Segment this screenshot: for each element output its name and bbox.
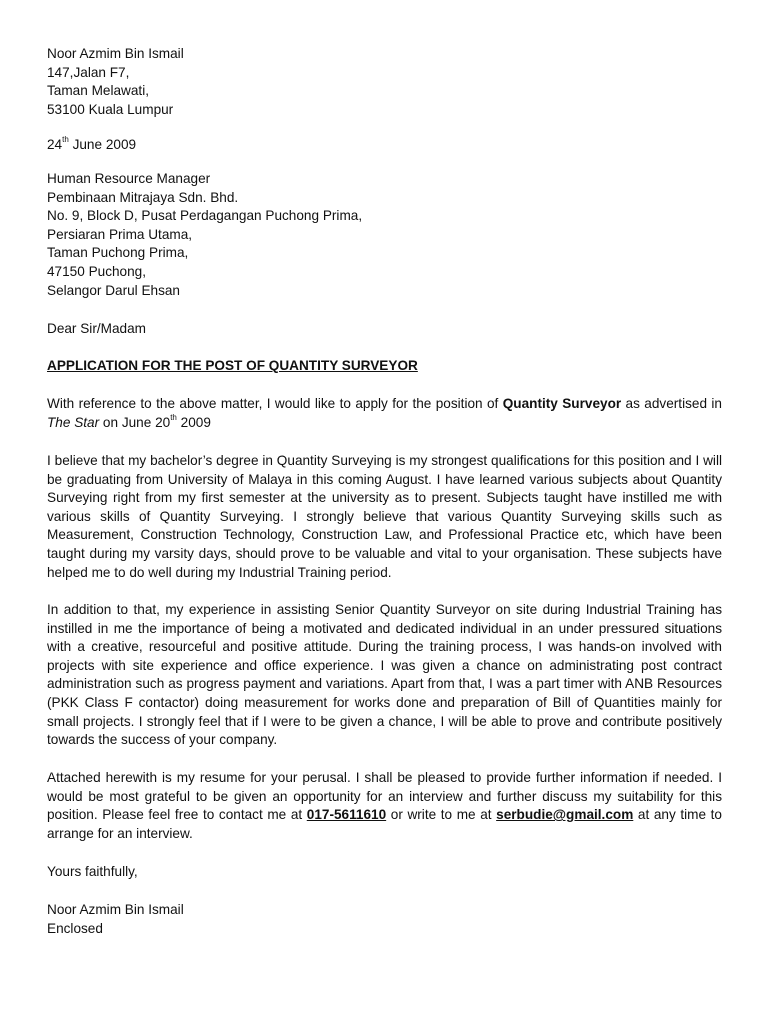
- paragraph-experience: In addition to that, my experience in assisting Senior Quantity Surveyor on site during Industrial Training has instilled in me the importance of being a motivated and dedicated individual in an under pressured situations with a creative, resourceful and positive attitude. During the training process, I was hands-on involved with projects with site experience and office experience. I was given a chance on administrating post contract administration such as progress payment and variations. Apart from that, I was a part timer with ANB Resources (PKK Class F contactor) doing measurement for works done and preparation of Bill of Quantities mainly for small projects. I strongly feel that if I were to be given a chance, I will be able to prove and contribute positively towards the success of your company.: [47, 602, 722, 748]
- sender-address: [47, 45, 722, 119]
- enclosure-note: Enclosed: [47, 920, 103, 936]
- salutation-text: Dear Sir/Madam: [47, 321, 146, 336]
- advert-date-suffix: th: [170, 413, 177, 423]
- recipient-address-line: Taman Puchong Prima,: [47, 245, 189, 261]
- sender-name: Noor Azmim Bin Ismail: [47, 46, 184, 61]
- sender-address-line: Taman Melawati,: [47, 83, 149, 99]
- subject-text: APPLICATION FOR THE POST OF QUANTITY SURVEYOR: [47, 358, 418, 373]
- recipient-company: Pembinaan Mitrajaya Sdn. Bhd.: [47, 189, 239, 205]
- email-address[interactable]: serbudie@gmail.com: [496, 807, 634, 823]
- recipient-title: Human Resource Manager: [47, 171, 211, 186]
- phone-number: 017-5611610: [306, 807, 387, 823]
- recipient-address-line: 47150 Puchong,: [47, 263, 147, 279]
- date-month-year: June 2009: [68, 137, 137, 152]
- recipient-address-line: Persiaran Prima Utama,: [47, 226, 193, 242]
- date-day-suffix: th: [62, 135, 69, 145]
- contact-text: at any time to arrange for an interview.: [47, 807, 722, 841]
- intro-text: 2009: [176, 414, 211, 430]
- contact-text: or write to me at: [386, 807, 497, 823]
- signature-block: [47, 901, 722, 938]
- recipient-address-line: No. 9, Block D, Pusat Perdagangan Puchong Prima,: [47, 208, 363, 224]
- paragraph-contact: [47, 769, 722, 843]
- signature-name: Noor Azmim Bin Ismail: [47, 902, 184, 917]
- paragraph-qualifications: I believe that my bachelor’s degree in Quantity Surveying is my strongest qualifications for this position and I will be graduating from University of Malaya in this coming August. I have learned various subjects about Quantity Surveying right from my first semester at the university as to present. Subjects taught have instilled me with various skills of Quantity Surveying. I strongly believe that various Quantity Surveying skills such as Measurement, Construction Technology, Construction Law, and Professional Practice etc, which have been taught during my varsity days, should prove to be valuable and vital to your organisation. These subjects have helped me to do well during my Industrial Training period.: [47, 453, 722, 580]
- intro-text: as advertised in: [621, 396, 722, 411]
- contact-text: Attached herewith is my resume for your perusal. I shall be pleased to provide further information if needed. I would be most grateful to be given an opportunity for an interview and further discuss my suitability for this position. Please feel free to contact me at: [47, 770, 722, 823]
- letter-date: [47, 136, 722, 155]
- date-day: 24: [47, 137, 63, 152]
- subject-heading: [47, 357, 722, 376]
- intro-text: on June 20: [99, 414, 171, 430]
- paragraph-intro: [47, 395, 722, 432]
- position-name: Quantity Surveyor: [502, 396, 622, 411]
- closing: [47, 863, 722, 882]
- newspaper-name: The Star: [47, 414, 100, 430]
- intro-text: With reference to the above matter, I would like to apply for the position of: [47, 396, 503, 411]
- sender-address-line: 147,Jalan F7,: [47, 64, 130, 80]
- recipient-address-line: Selangor Darul Ehsan: [47, 282, 180, 298]
- recipient-address: [47, 170, 722, 300]
- sender-address-line: 53100 Kuala Lumpur: [47, 101, 174, 117]
- salutation: [47, 320, 722, 339]
- closing-text: Yours faithfully,: [47, 864, 138, 879]
